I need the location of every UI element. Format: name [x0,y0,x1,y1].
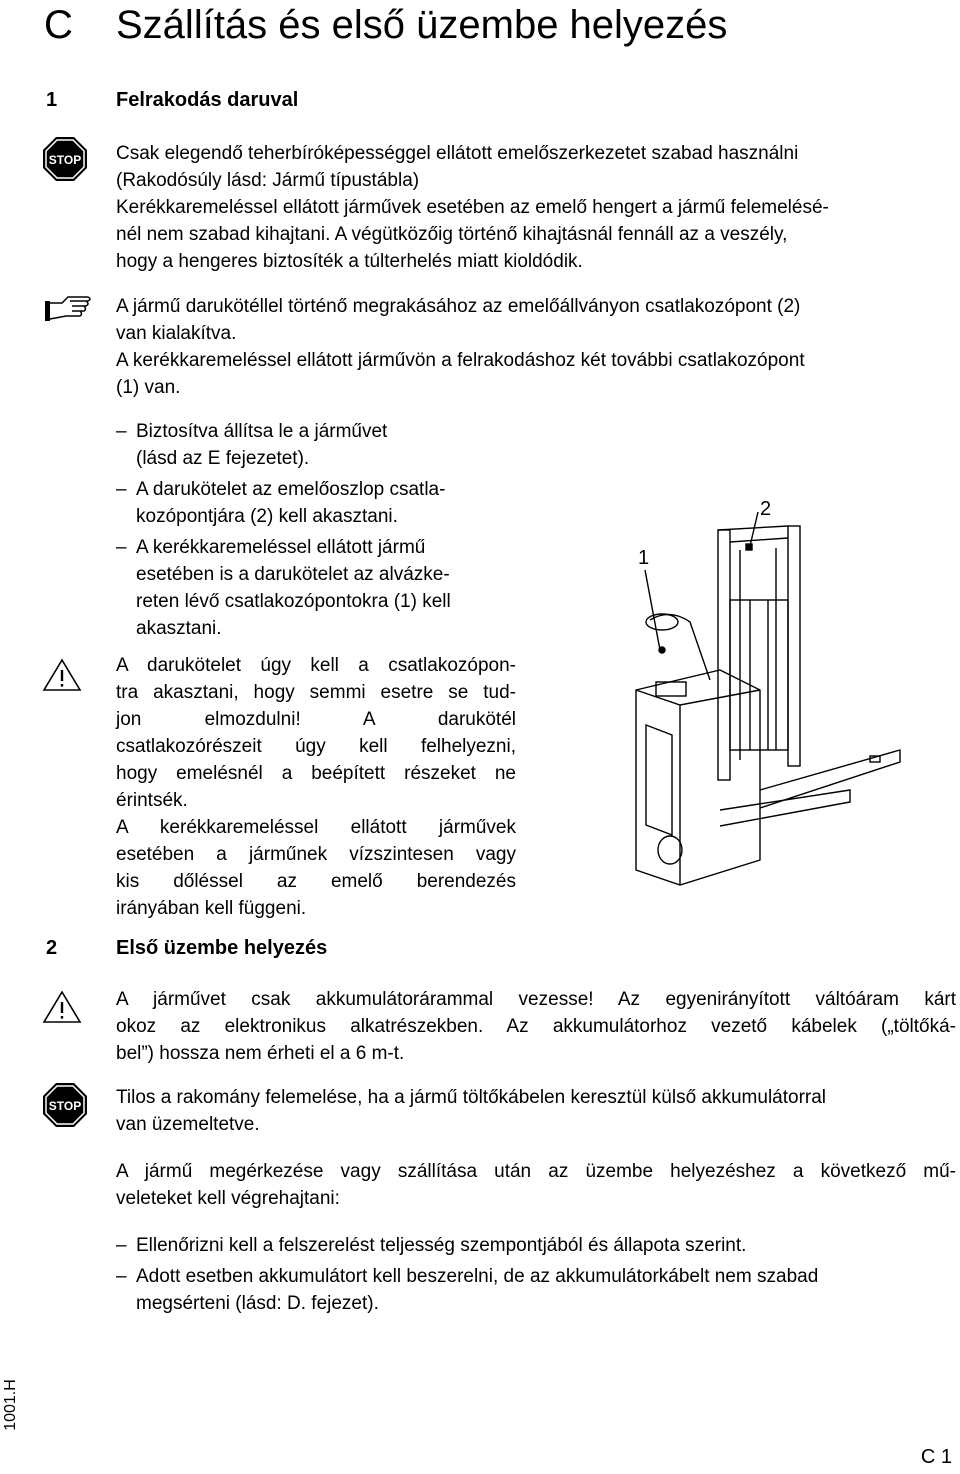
section-2-number: 2 [46,937,58,959]
pallet-truck-figure [600,490,960,890]
tiller-head [646,614,678,630]
text-line: érintsék. [116,790,188,811]
list-item [116,1263,956,1317]
list-item [116,418,516,472]
text-line: tra akasztani, hogy semmi esetre se tud- [116,682,516,703]
mast-crossbar [730,538,788,542]
dash-bullet: – [116,479,127,500]
mast-top [718,526,788,530]
section-2-intro-paragraph [116,1158,956,1212]
text-line: reten lévő csatlakozópontokra (1) kell [136,591,451,612]
text-line: van üzemeltetve. [116,1114,260,1135]
text-line: (lásd az E fejezetet). [136,448,310,469]
dash-bullet: – [116,1235,127,1256]
text-line: Adott esetben akkumulátort kell beszerelni, de az akkumulátorkábelt nem szabad [136,1266,819,1287]
stop-sign-icon [42,1082,88,1133]
dash-bullet: – [116,537,127,558]
document-code-text: 1001.H [2,1379,19,1431]
text-line: Csak elegendő teherbíróképességgel ellátott emelőszerkezetet szabad használni [116,143,799,164]
stop-sign-text: STOP [48,153,82,167]
text-line: hogy a hengeres biztosíték a túlterhelés miatt kioldódik. [116,251,583,272]
text-line: Kerékkaremeléssel ellátott járművek esetében az emelő hengert a jármű felemelésé- [116,197,829,218]
text-line: A járművet csak akkumulátorárammal vezesse! Az egyenirányított váltóáram kárt [116,989,956,1010]
text-line: A darukötelet úgy kell a csatlakozópon- [116,655,516,676]
section-1-title: Felrakodás daruval [116,89,299,111]
text-line: van kialakítva. [116,323,237,344]
document-code [0,1365,22,1445]
text-line: A jármű darukötéllel történő megrakásához az emelőállványon csatlakozópont (2) [116,296,801,317]
text-line: nél nem szabad kihajtani. A végütközőig történő kihajtásnál fennáll az a veszély, [116,224,788,245]
text-line: (Rakodósúly lásd: Jármű típustábla) [116,170,420,191]
section-1-number: 1 [46,89,58,111]
text-line: Ellenőrizni kell a felszerelést teljesség szempontjából és állapota szerint. [136,1235,747,1256]
chapter-letter: C [44,3,73,47]
figure-label-1: 1 [638,547,650,569]
section-1-note-paragraph [116,293,956,401]
text-line: Tilos a rakomány felemelése, ha a jármű töltőkábelen keresztül külső akkumulátorral [116,1087,827,1108]
pointing-hand-icon [44,291,94,330]
list-item [116,534,516,642]
stop-sign-text: STOP [48,1099,82,1113]
attachment-point-2 [746,544,752,550]
section-2-title: Első üzembe helyezés [116,937,328,959]
text-line: A kerékkaremeléssel ellátott járművön a felrakodáshoz két további csatlakozópont [116,350,805,371]
text-line: esetében a járműnek vízszintesen vagy [116,844,516,865]
dash-bullet: – [116,421,127,442]
text-line: akasztani. [136,618,222,639]
text-line: A kerékkaremeléssel ellátott jármű [136,537,426,558]
section-2-warning-paragraph [116,986,956,1067]
text-line: irányában kell függeni. [116,898,307,919]
stop-sign-icon [42,136,88,187]
text-line: A jármű megérkezése vagy szállítása után az üzembe helyezéshez a következő mű- [116,1161,956,1182]
section-2-steps [116,1232,956,1321]
leader-line-1 [645,570,660,650]
page-number: C 1 [920,1446,952,1468]
load-backrest [730,600,788,750]
section-1-warning-paragraph [116,652,516,922]
figure-label-2: 2 [760,498,772,520]
list-item [116,1232,956,1259]
list-item [116,476,516,530]
text-line: csatlakozórészeit úgy kell felhelyezni, [116,736,516,757]
section-1-steps [116,418,516,646]
chapter-title: Szállítás és első üzembe helyezés [116,3,728,47]
mast-left [718,530,730,780]
mast-right [788,526,800,766]
dash-bullet: – [116,1266,127,1287]
text-line: jon elmozdulni! A darukötél [116,709,516,730]
text-line: okoz az elektronikus alkatrészekben. Az akkumulátorhoz vezető kábelek („töltőká- [116,1016,956,1037]
side-panel [646,725,672,835]
truck-top-edge [636,690,760,705]
text-line: kis dőléssel az emelő berendezés [116,871,516,892]
text-line: hogy emelésnél a beépített részeket ne [116,763,516,784]
text-line: veleteket kell végrehajtani: [116,1188,340,1209]
text-line: bel”) hossza nem érheti el a 6 m-t. [116,1043,405,1064]
text-line: A kerékkaremeléssel ellátott járművek [116,817,516,838]
text-line: kozópontjára (2) kell akasztani. [136,506,398,527]
attachment-point-1 [659,647,665,653]
section-2-stop-paragraph [116,1084,956,1138]
section-1-stop-paragraph [116,140,956,275]
fork-left [720,790,850,826]
warning-triangle-icon [42,990,82,1029]
text-line: Biztosítva állítsa le a járművet [136,421,388,442]
fork-right [760,750,900,808]
warning-triangle-icon [42,658,82,697]
text-line: megsérteni (lásd: D. fejezet). [136,1293,379,1314]
drive-wheel [658,836,682,864]
text-line: A darukötelet az emelőoszlop csatla- [136,479,446,500]
text-line: esetében is a darukötelet az alvázke- [136,564,450,585]
text-line: (1) van. [116,377,181,398]
